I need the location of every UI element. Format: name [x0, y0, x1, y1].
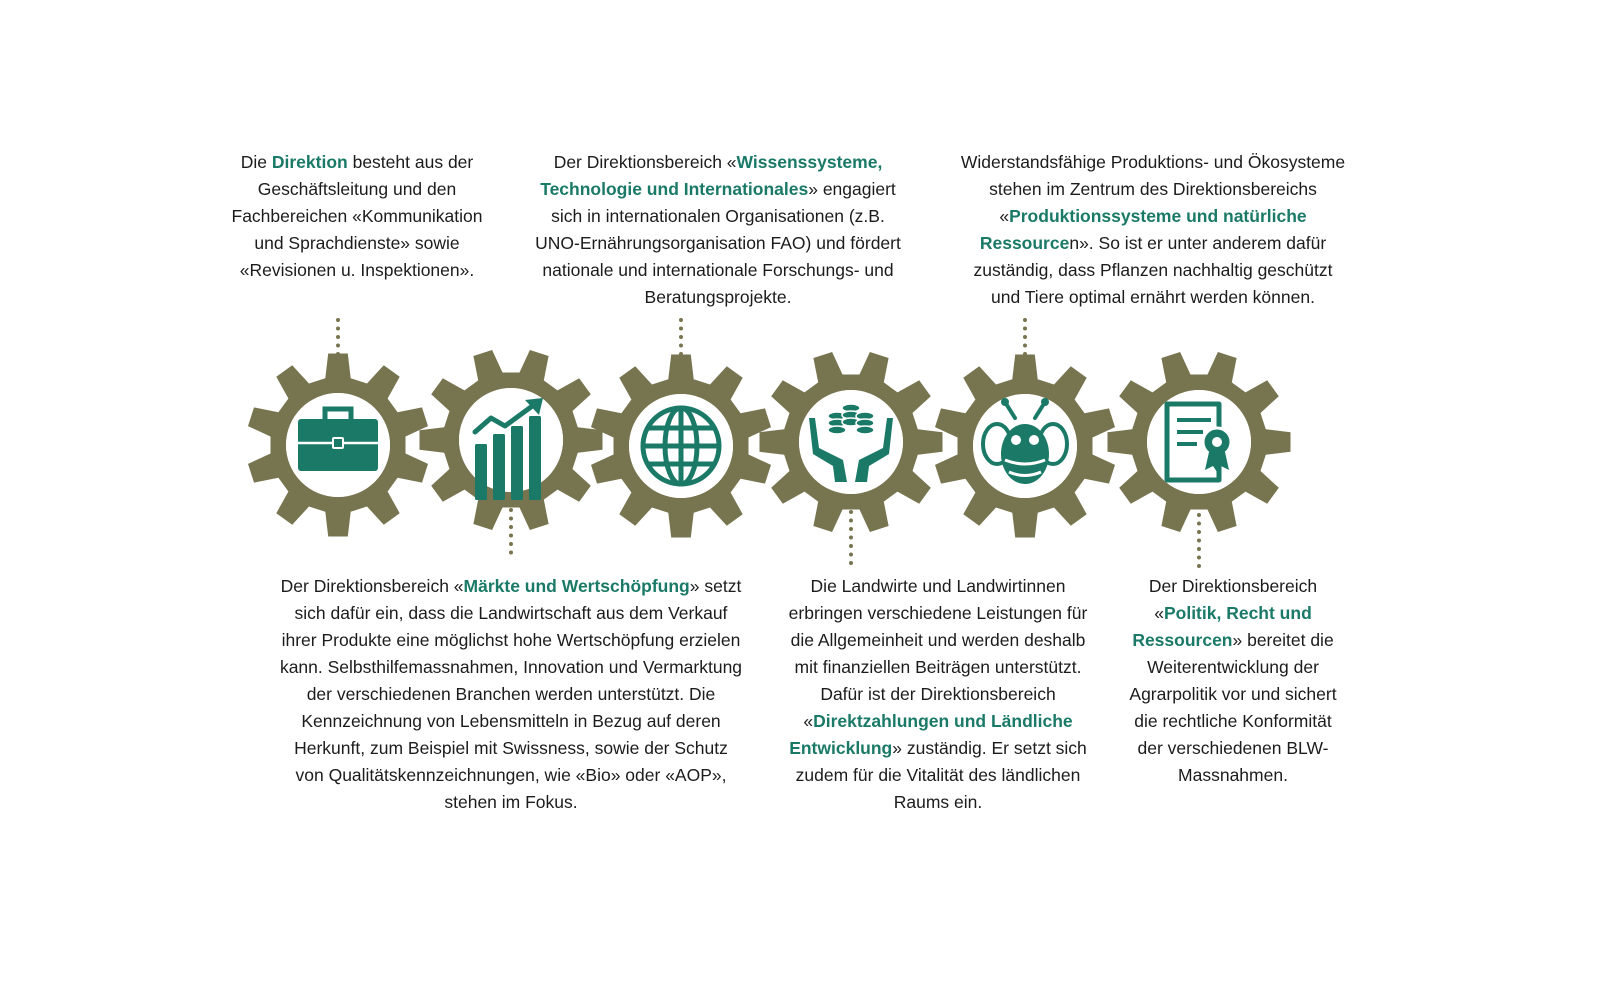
text-maerkte: Der Direktionsbereich «Märkte und Wertschöpfung» setzt sich dafür ein, dass die Landwirtschaft aus dem Verkauf ihrer Produkte eine möglichst hohe Wertschöpfung erzielen kann. Selbsthilfemassnahmen, Innovation und Vermarktung der verschiedenen Branchen werden unterstützt. Die Kennzeichnung von Lebensmitteln in Bezug auf deren Herkunft, zum Beispiel mit Swissness, sowie der Schutz von Qualitätskennzeichnungen, wie «Bio» oder «AOP», stehen im Fokus. — [279, 576, 743, 812]
highlight-maerkte: Märkte und Wertschöpfung — [463, 576, 690, 596]
gear-5 — [935, 355, 1115, 538]
gear-6 — [1108, 352, 1291, 532]
text-wissenssysteme: Der Direktionsbereich «Wissenssysteme, Technologie und Internationales» engagiert sich in internationalen Organisationen (z.B. UNO-Ernährungsorganisation FAO) und fördert nationale und internationale Forschungs- und Beratungsprojekte. — [535, 152, 901, 307]
text-politik: Der Direktionsbereich «Politik, Recht und Ressourcen» bereitet die Weiterentwicklung der Agrarpolitik vor und sichert die rechtliche Konformität der verschiedenen BLW-Massnahmen. — [1129, 576, 1337, 785]
highlight-produktionssysteme: Produktionssysteme und natürliche Ressource — [979, 206, 1307, 253]
gear-3 — [591, 355, 771, 538]
gear-1 — [248, 354, 428, 537]
gear-4 — [760, 352, 943, 532]
highlight-direktion: Direktion — [271, 152, 348, 172]
text-direktion: Die Direktion besteht aus der Geschäftsleitung und den Fachbereichen «Kommunikation und Sprachdienste» sowie «Revisionen u. Inspektionen». — [231, 152, 483, 280]
globe-icon — [643, 408, 719, 484]
gear-2 — [420, 350, 603, 530]
text-produktionssysteme: Widerstandsfähige Produktions- und Ökosysteme stehen im Zentrum des Direktionsbereichs «Produktionssysteme und natürliche Ressourcen». So ist er unter anderem dafür zuständig, dass Pflanzen nachhaltig geschützt und Tiere optimal ernährt werden können. — [960, 152, 1346, 307]
highlight-politik: Politik, Recht und Ressourcen — [1132, 603, 1312, 650]
highlight-direktzahlungen: Direktzahlungen und Ländliche Entwicklung — [789, 711, 1073, 758]
highlight-wissenssysteme: Wissenssysteme, Technologie und Internationales — [540, 152, 883, 199]
text-direktzahlungen: Die Landwirte und Landwirtinnen erbringen verschiedene Leistungen für die Allgemeinheit und werden deshalb mit finanziellen Beiträgen unterstützt. Dafür ist der Direktionsbereich «Direktzahlungen und Ländliche Entwicklung» zuständig. Er setzt sich zudem für die Vitalität des ländlichen Raums ein. — [788, 576, 1088, 812]
